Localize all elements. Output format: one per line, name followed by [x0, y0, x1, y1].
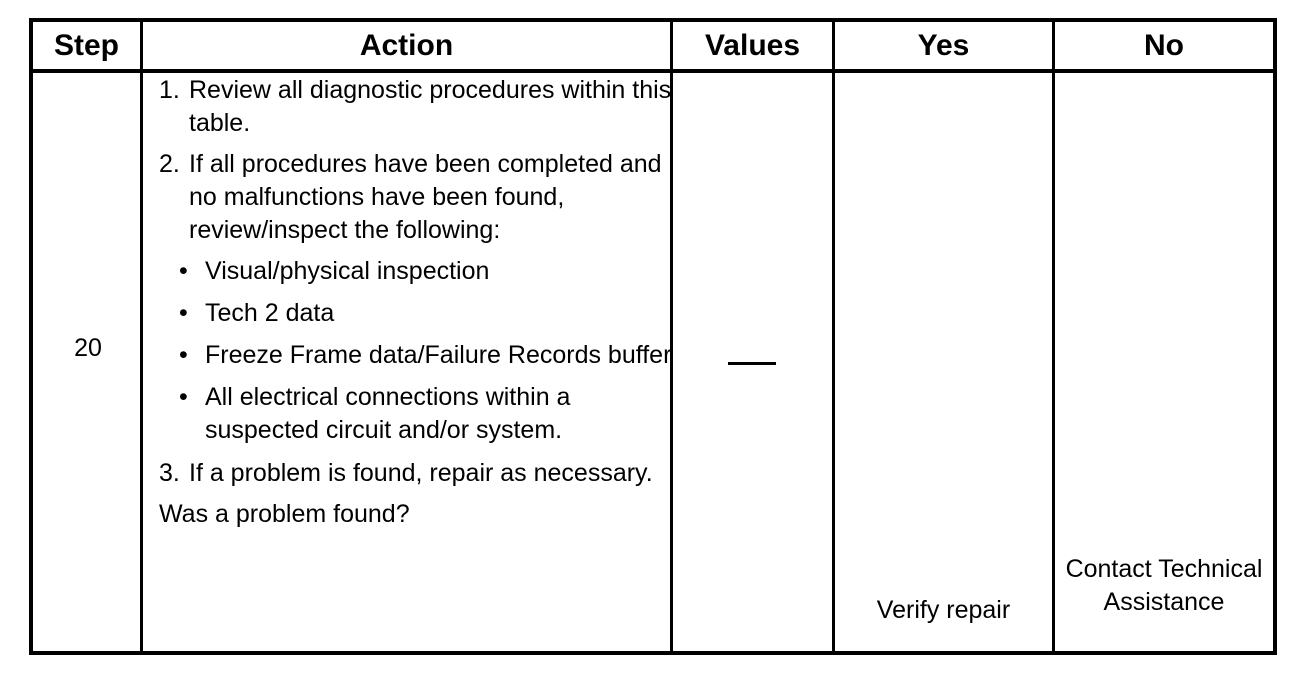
action-steps-final [159, 457, 675, 490]
step-index: 3. [159, 459, 180, 487]
action-step-1 [159, 74, 675, 140]
step-text: If a problem is found, repair as necessary. [189, 459, 653, 487]
question-text: Was a problem found? [159, 500, 410, 528]
diagnostic-table [29, 18, 1277, 655]
inspection-text: Visual/physical inspection [205, 257, 490, 285]
bullet-icon: • [179, 341, 188, 369]
inspection-text: Freeze Frame data/Failure Records buffer [205, 341, 672, 369]
bullet-icon: • [179, 383, 188, 411]
header-yes: Yes [917, 28, 970, 62]
header-action: Action [359, 28, 454, 62]
step-text: Review all diagnostic procedures within this table. [189, 76, 672, 137]
inspection-list [159, 255, 675, 447]
yes-result: Verify repair [876, 596, 1011, 624]
action-step-2 [159, 148, 675, 247]
header-step: Step [53, 28, 119, 62]
inspection-item [159, 381, 675, 447]
inspection-text: All electrical connections within a suspected circuit and/or system. [205, 383, 571, 444]
inspection-item [159, 297, 675, 330]
values-dash [728, 362, 776, 365]
no-result: Contact Technical Assistance [1065, 555, 1263, 616]
header-no: No [1144, 28, 1184, 62]
action-step-3 [159, 457, 675, 490]
bullet-icon: • [179, 299, 188, 327]
header-values: Values [704, 28, 801, 62]
inspection-text: Tech 2 data [205, 299, 335, 327]
step-index: 1. [159, 76, 180, 104]
inspection-item [159, 339, 675, 372]
action-cell [159, 74, 675, 531]
step-number: 20 [74, 334, 102, 362]
header-divider [33, 69, 1273, 73]
step-text: If all procedures have been completed and no malfunctions have been found, review/inspect the following: [189, 150, 662, 244]
step-index: 2. [159, 150, 180, 178]
bullet-icon: • [179, 257, 188, 285]
action-steps [159, 74, 675, 247]
inspection-item [159, 255, 675, 288]
column-divider [832, 22, 835, 651]
